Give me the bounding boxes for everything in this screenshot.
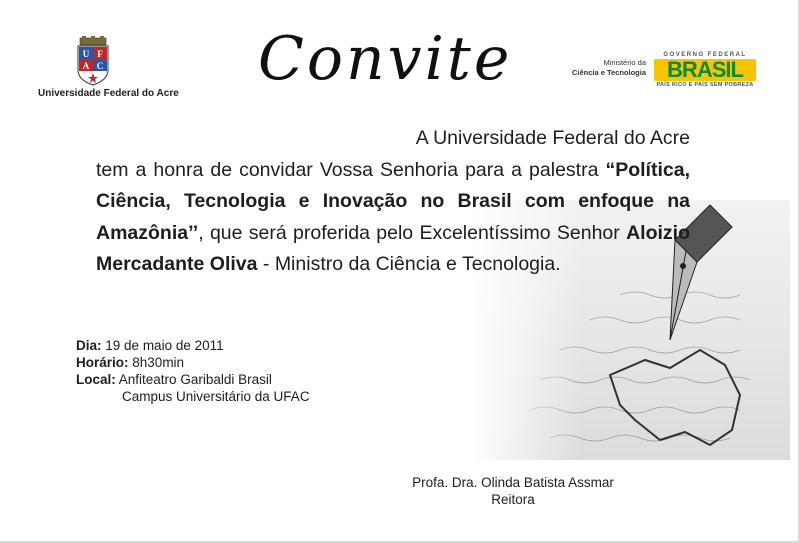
government-logo xyxy=(560,52,760,92)
event-details xyxy=(76,337,310,405)
invitation-continuation: , que será proferida pelo Excelentíssimo Senhor xyxy=(198,221,620,244)
time-value: 8h30min xyxy=(132,355,185,370)
place-label: Local: xyxy=(76,372,116,387)
lecture-title: “Política, Ciência, Tecnologia e Inovação no Brasil com enfoque na Amazônia’’ xyxy=(96,158,690,244)
speaker-role: - Ministro da Ciência e Tecnologia. xyxy=(262,253,561,275)
brasil-mark xyxy=(650,52,760,92)
crest-letter-c: C xyxy=(96,61,104,71)
invitation-line-1: A Universidade Federal do Acre xyxy=(415,127,690,149)
date-row xyxy=(76,337,310,354)
ministry-prefix: Ministério da xyxy=(603,58,646,67)
university-name: Universidade Federal do Acre xyxy=(38,88,179,99)
page-title: Convite xyxy=(258,24,513,94)
place-row xyxy=(76,371,310,388)
speaker-name: Aloizio Mercadante Oliva xyxy=(96,221,691,275)
gov-brasil-wordmark: BRASIL xyxy=(654,59,756,81)
ufac-crest-icon xyxy=(73,36,113,86)
university-logo xyxy=(38,36,179,99)
signatory-name: Profa. Dra. Olinda Batista Assmar xyxy=(412,475,614,490)
gov-slogan: PAÍS RICO É PAÍS SEM POBREZA xyxy=(656,82,754,88)
crest-letter-u: U xyxy=(82,49,90,59)
invitation-text xyxy=(96,123,690,281)
signatory-role: Reitora xyxy=(491,492,535,507)
signature-block xyxy=(378,474,648,508)
time-row xyxy=(76,354,310,371)
invitation-intro: tem a honra de convidar Vossa Senhoria para a palestra xyxy=(96,158,599,181)
time-label: Horário: xyxy=(76,355,129,370)
place-row-2: Campus Universitário da UFAC xyxy=(122,389,310,404)
crest-letter-a: A xyxy=(82,61,90,71)
crest-letter-f: F xyxy=(97,49,103,59)
date-value: 19 de maio de 2011 xyxy=(105,338,224,353)
ministry-label xyxy=(560,58,646,78)
date-label: Dia: xyxy=(76,338,102,353)
ministry-name: Ciência e Tecnologia xyxy=(571,68,646,77)
gov-top-label: GOVERNO FEDERAL xyxy=(663,52,747,58)
place-value: Anfiteatro Garibaldi Brasil xyxy=(118,372,272,387)
